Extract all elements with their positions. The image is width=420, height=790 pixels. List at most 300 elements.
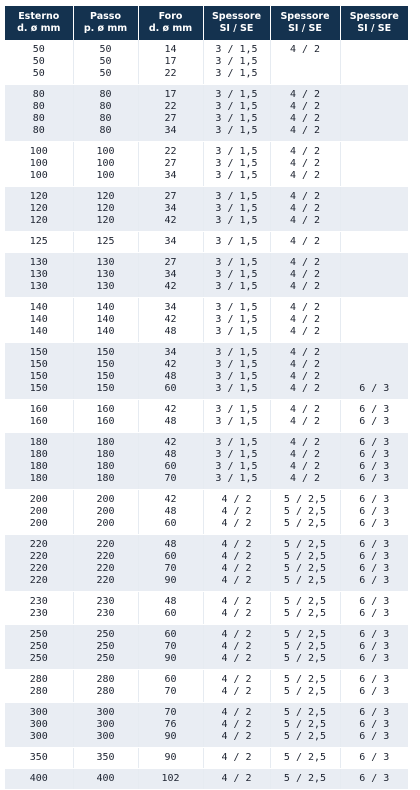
passo-cell	[73, 703, 138, 748]
esterno-cell	[5, 40, 73, 85]
foro-cell	[138, 592, 203, 625]
esterno-cell	[5, 535, 73, 592]
cell-value: 70	[164, 473, 177, 484]
foro-cell	[138, 232, 203, 253]
cell-value: 180	[29, 437, 48, 448]
cell-value: 200	[29, 506, 48, 517]
cell-value: 5 / 2,5	[283, 608, 327, 619]
header-line: SI / SE	[288, 23, 322, 34]
spessore-2-cell	[270, 433, 340, 490]
cell-value: 6 / 3	[359, 719, 390, 730]
cell-value: 4 / 2	[289, 383, 321, 394]
esterno-cell	[5, 400, 73, 433]
cell-value: 180	[96, 449, 115, 460]
table-row	[5, 253, 408, 298]
esterno-cell	[5, 187, 73, 232]
cell-value: 6 / 3	[359, 707, 390, 718]
cell-value	[341, 56, 409, 68]
cell-value: 90	[164, 575, 177, 586]
cell-value: 4 / 2	[289, 158, 321, 169]
esterno-cell	[5, 253, 73, 298]
cell-value: 4 / 2	[289, 359, 321, 370]
cell-value: 140	[96, 302, 115, 313]
cell-value	[341, 146, 409, 158]
spessore-3-cell	[340, 298, 408, 343]
cell-value: 34	[164, 125, 177, 136]
spessore-1-cell	[203, 40, 270, 85]
cell-value: 4 / 2	[289, 125, 321, 136]
cell-value: 140	[96, 314, 115, 325]
header-spessore-2	[270, 6, 340, 40]
cell-value: 6 / 3	[359, 752, 390, 763]
passo-cell	[73, 298, 138, 343]
header-esterno	[5, 6, 73, 40]
cell-value: 220	[96, 575, 115, 586]
cell-value	[271, 56, 340, 68]
esterno-cell	[5, 232, 73, 253]
cell-value: 50	[99, 56, 112, 67]
cell-value: 60	[164, 518, 177, 529]
cell-value: 130	[29, 257, 48, 268]
passo-cell	[73, 625, 138, 670]
table-row	[5, 40, 408, 85]
cell-value: 200	[96, 518, 115, 529]
cell-value: 102	[161, 773, 180, 784]
cell-value	[341, 125, 409, 137]
cell-value: 220	[96, 563, 115, 574]
cell-value: 120	[96, 203, 115, 214]
cell-value: 4 / 2	[289, 473, 321, 484]
cell-value: 6 / 3	[359, 608, 390, 619]
cell-value: 6 / 3	[359, 653, 390, 664]
cell-value: 100	[29, 158, 48, 169]
cell-value: 300	[29, 731, 48, 742]
cell-value: 48	[164, 539, 177, 550]
cell-value: 3 / 1,5	[215, 89, 258, 100]
cell-value: 280	[96, 674, 115, 685]
cell-value: 6 / 3	[359, 473, 390, 484]
spessore-1-cell	[203, 535, 270, 592]
cell-value: 6 / 3	[359, 518, 390, 529]
cell-value: 230	[96, 596, 115, 607]
spessore-2-cell	[270, 769, 340, 790]
table-row	[5, 769, 408, 790]
cell-value: 180	[96, 461, 115, 472]
passo-cell	[73, 253, 138, 298]
passo-cell	[73, 769, 138, 790]
cell-value: 80	[99, 113, 112, 124]
esterno-cell	[5, 142, 73, 187]
spessore-1-cell	[203, 85, 270, 142]
cell-value: 280	[96, 686, 115, 697]
esterno-cell	[5, 433, 73, 490]
cell-value: 300	[96, 707, 115, 718]
header-spessore-1	[203, 6, 270, 40]
spessore-1-cell	[203, 592, 270, 625]
cell-value: 3 / 1,5	[215, 44, 258, 55]
cell-value: 250	[96, 653, 115, 664]
cell-value: 4 / 2	[221, 686, 252, 697]
esterno-cell	[5, 670, 73, 703]
cell-value: 42	[164, 281, 177, 292]
cell-value: 3 / 1,5	[215, 56, 258, 67]
spessore-2-cell	[270, 748, 340, 769]
spessore-2-cell	[270, 490, 340, 535]
spessore-1-cell	[203, 298, 270, 343]
cell-value: 140	[29, 314, 48, 325]
cell-value: 3 / 1,5	[215, 236, 258, 247]
cell-value: 4 / 2	[289, 101, 321, 112]
cell-value	[271, 68, 340, 80]
table-row	[5, 592, 408, 625]
cell-value: 48	[164, 506, 177, 517]
spessore-3-cell	[340, 40, 408, 85]
cell-value: 4 / 2	[289, 281, 321, 292]
cell-value: 4 / 2	[221, 629, 252, 640]
esterno-cell	[5, 625, 73, 670]
cell-value: 42	[164, 437, 177, 448]
cell-value: 4 / 2	[289, 449, 321, 460]
cell-value: 200	[29, 494, 48, 505]
cell-value: 180	[29, 461, 48, 472]
spec-table-container	[5, 6, 408, 790]
cell-value: 50	[32, 44, 45, 55]
header-line: d. ø mm	[17, 23, 61, 34]
passo-cell	[73, 535, 138, 592]
spessore-3-cell	[340, 232, 408, 253]
cell-value: 6 / 3	[359, 506, 390, 517]
cell-value: 22	[164, 146, 177, 157]
spessore-3-cell	[340, 703, 408, 748]
header-row	[5, 6, 408, 40]
cell-value: 220	[29, 575, 48, 586]
cell-value: 6 / 3	[359, 773, 390, 784]
cell-value: 6 / 3	[359, 539, 390, 550]
cell-value: 60	[164, 608, 177, 619]
cell-value	[341, 269, 409, 281]
cell-value: 34	[164, 236, 177, 247]
cell-value: 120	[29, 215, 48, 226]
cell-value: 4 / 2	[289, 302, 321, 313]
esterno-cell	[5, 85, 73, 142]
cell-value: 6 / 3	[359, 575, 390, 586]
cell-value: 250	[29, 629, 48, 640]
cell-value: 60	[164, 383, 177, 394]
table-row	[5, 670, 408, 703]
spessore-3-cell	[340, 748, 408, 769]
cell-value: 60	[164, 551, 177, 562]
passo-cell	[73, 490, 138, 535]
cell-value: 42	[164, 359, 177, 370]
cell-value: 120	[96, 191, 115, 202]
spessore-2-cell	[270, 232, 340, 253]
foro-cell	[138, 748, 203, 769]
cell-value: 3 / 1,5	[215, 326, 258, 337]
header-line: Spessore	[349, 11, 399, 22]
cell-value: 50	[99, 68, 112, 79]
cell-value: 180	[29, 473, 48, 484]
cell-value: 140	[29, 326, 48, 337]
cell-value: 220	[96, 551, 115, 562]
spessore-2-cell	[270, 298, 340, 343]
cell-value: 5 / 2,5	[283, 752, 327, 763]
cell-value: 6 / 3	[359, 641, 390, 652]
cell-value: 300	[96, 731, 115, 742]
cell-value: 90	[164, 731, 177, 742]
cell-value: 6 / 3	[359, 404, 390, 415]
spessore-2-cell	[270, 400, 340, 433]
cell-value: 3 / 1,5	[215, 68, 258, 79]
cell-value	[341, 326, 409, 338]
spessore-3-cell	[340, 535, 408, 592]
header-line: Foro	[158, 11, 183, 22]
foro-cell	[138, 670, 203, 703]
cell-value: 4 / 2	[221, 752, 252, 763]
cell-value: 120	[29, 203, 48, 214]
cell-value: 80	[32, 113, 45, 124]
passo-cell	[73, 400, 138, 433]
cell-value: 4 / 2	[289, 326, 321, 337]
cell-value: 150	[96, 359, 115, 370]
cell-value: 4 / 2	[221, 719, 252, 730]
cell-value: 50	[99, 44, 112, 55]
spessore-1-cell	[203, 670, 270, 703]
cell-value: 130	[96, 281, 115, 292]
cell-value: 130	[96, 257, 115, 268]
cell-value: 34	[164, 170, 177, 181]
cell-value: 48	[164, 371, 177, 382]
cell-value: 4 / 2	[289, 44, 321, 55]
cell-value	[341, 215, 409, 227]
cell-value: 160	[29, 416, 48, 427]
cell-value: 220	[29, 563, 48, 574]
cell-value: 250	[96, 629, 115, 640]
cell-value: 100	[96, 158, 115, 169]
cell-value: 140	[29, 302, 48, 313]
cell-value: 280	[29, 686, 48, 697]
cell-value: 4 / 2	[221, 506, 252, 517]
cell-value: 130	[29, 269, 48, 280]
spessore-3-cell	[340, 253, 408, 298]
cell-value: 80	[32, 101, 45, 112]
cell-value: 3 / 1,5	[215, 437, 258, 448]
cell-value: 5 / 2,5	[283, 719, 327, 730]
cell-value: 3 / 1,5	[215, 170, 258, 181]
cell-value: 4 / 2	[289, 269, 321, 280]
spessore-2-cell	[270, 142, 340, 187]
cell-value	[341, 191, 409, 203]
table-row	[5, 232, 408, 253]
spessore-2-cell	[270, 85, 340, 142]
header-line: SI / SE	[219, 23, 254, 34]
header-line: Esterno	[18, 11, 60, 22]
cell-value: 80	[32, 125, 45, 136]
cell-value: 3 / 1,5	[215, 257, 258, 268]
cell-value: 34	[164, 302, 177, 313]
spessore-1-cell	[203, 187, 270, 232]
cell-value: 200	[29, 518, 48, 529]
cell-value: 400	[96, 773, 115, 784]
foro-cell	[138, 703, 203, 748]
cell-value: 230	[29, 608, 48, 619]
header-foro	[138, 6, 203, 40]
cell-value: 80	[32, 89, 45, 100]
cell-value: 6 / 3	[359, 383, 390, 394]
cell-value: 250	[29, 653, 48, 664]
cell-value: 48	[164, 449, 177, 460]
cell-value: 6 / 3	[359, 674, 390, 685]
cell-value: 3 / 1,5	[215, 269, 258, 280]
cell-value: 48	[164, 416, 177, 427]
table-row	[5, 625, 408, 670]
cell-value: 4 / 2	[289, 257, 321, 268]
cell-value: 22	[164, 101, 177, 112]
cell-value: 3 / 1,5	[215, 404, 258, 415]
spessore-3-cell	[340, 142, 408, 187]
table-row	[5, 142, 408, 187]
cell-value: 350	[96, 752, 115, 763]
cell-value: 6 / 3	[359, 551, 390, 562]
table-row	[5, 703, 408, 748]
cell-value	[341, 347, 409, 359]
cell-value: 130	[29, 281, 48, 292]
cell-value: 120	[96, 215, 115, 226]
cell-value: 5 / 2,5	[283, 653, 327, 664]
table-row	[5, 85, 408, 142]
cell-value: 4 / 2	[289, 170, 321, 181]
cell-value: 200	[96, 494, 115, 505]
cell-value	[341, 359, 409, 371]
foro-cell	[138, 298, 203, 343]
cell-value: 4 / 2	[221, 731, 252, 742]
cell-value: 100	[96, 170, 115, 181]
spessore-1-cell	[203, 625, 270, 670]
cell-value: 180	[29, 449, 48, 460]
spessore-1-cell	[203, 433, 270, 490]
spessore-3-cell	[340, 490, 408, 535]
esterno-cell	[5, 298, 73, 343]
spec-table	[5, 6, 408, 790]
cell-value: 5 / 2,5	[283, 773, 327, 784]
cell-value: 4 / 2	[221, 539, 252, 550]
foro-cell	[138, 535, 203, 592]
spessore-3-cell	[340, 187, 408, 232]
cell-value: 42	[164, 494, 177, 505]
cell-value: 4 / 2	[289, 89, 321, 100]
passo-cell	[73, 85, 138, 142]
cell-value: 3 / 1,5	[215, 347, 258, 358]
cell-value: 3 / 1,5	[215, 146, 258, 157]
cell-value	[341, 89, 409, 101]
spessore-3-cell	[340, 343, 408, 400]
cell-value: 100	[29, 146, 48, 157]
cell-value: 27	[164, 191, 177, 202]
esterno-cell	[5, 769, 73, 790]
cell-value: 4 / 2	[289, 314, 321, 325]
cell-value: 42	[164, 215, 177, 226]
header-line: Spessore	[211, 11, 262, 22]
cell-value: 3 / 1,5	[215, 191, 258, 202]
spessore-2-cell	[270, 535, 340, 592]
cell-value: 34	[164, 203, 177, 214]
cell-value: 4 / 2	[221, 674, 252, 685]
cell-value: 3 / 1,5	[215, 302, 258, 313]
esterno-cell	[5, 343, 73, 400]
spessore-3-cell	[340, 592, 408, 625]
spessore-1-cell	[203, 703, 270, 748]
cell-value: 60	[164, 461, 177, 472]
cell-value: 100	[96, 146, 115, 157]
cell-value: 150	[29, 359, 48, 370]
cell-value: 250	[96, 641, 115, 652]
cell-value: 14	[164, 44, 177, 55]
cell-value: 90	[164, 752, 177, 763]
cell-value: 6 / 3	[359, 494, 390, 505]
cell-value: 3 / 1,5	[215, 125, 258, 136]
cell-value: 6 / 3	[359, 596, 390, 607]
cell-value	[341, 257, 409, 269]
spessore-3-cell	[340, 400, 408, 433]
table-row	[5, 535, 408, 592]
cell-value: 70	[164, 641, 177, 652]
spessore-2-cell	[270, 253, 340, 298]
cell-value: 22	[164, 68, 177, 79]
cell-value: 3 / 1,5	[215, 383, 258, 394]
cell-value	[341, 371, 409, 383]
cell-value: 300	[29, 707, 48, 718]
table-row	[5, 490, 408, 535]
spessore-2-cell	[270, 187, 340, 232]
spessore-1-cell	[203, 748, 270, 769]
foro-cell	[138, 433, 203, 490]
cell-value: 50	[32, 68, 45, 79]
cell-value: 4 / 2	[289, 347, 321, 358]
cell-value: 4 / 2	[221, 518, 252, 529]
passo-cell	[73, 433, 138, 490]
foro-cell	[138, 625, 203, 670]
cell-value: 150	[29, 371, 48, 382]
cell-value: 4 / 2	[221, 494, 252, 505]
cell-value: 5 / 2,5	[283, 707, 327, 718]
cell-value: 3 / 1,5	[215, 215, 258, 226]
cell-value: 220	[96, 539, 115, 550]
foro-cell	[138, 40, 203, 85]
cell-value: 140	[96, 326, 115, 337]
cell-value: 280	[29, 674, 48, 685]
spessore-1-cell	[203, 343, 270, 400]
spessore-2-cell	[270, 625, 340, 670]
foro-cell	[138, 769, 203, 790]
cell-value: 150	[29, 383, 48, 394]
cell-value: 5 / 2,5	[283, 551, 327, 562]
cell-value: 60	[164, 674, 177, 685]
cell-value: 4 / 2	[221, 707, 252, 718]
spessore-3-cell	[340, 670, 408, 703]
cell-value	[341, 281, 409, 293]
cell-value: 230	[96, 608, 115, 619]
cell-value: 4 / 2	[289, 371, 321, 382]
cell-value: 3 / 1,5	[215, 158, 258, 169]
cell-value: 5 / 2,5	[283, 686, 327, 697]
esterno-cell	[5, 748, 73, 769]
cell-value: 125	[29, 236, 48, 247]
spessore-3-cell	[340, 85, 408, 142]
cell-value: 125	[96, 236, 115, 247]
cell-value: 6 / 3	[359, 437, 390, 448]
cell-value: 4 / 2	[221, 575, 252, 586]
cell-value: 3 / 1,5	[215, 314, 258, 325]
cell-value: 4 / 2	[289, 236, 321, 247]
